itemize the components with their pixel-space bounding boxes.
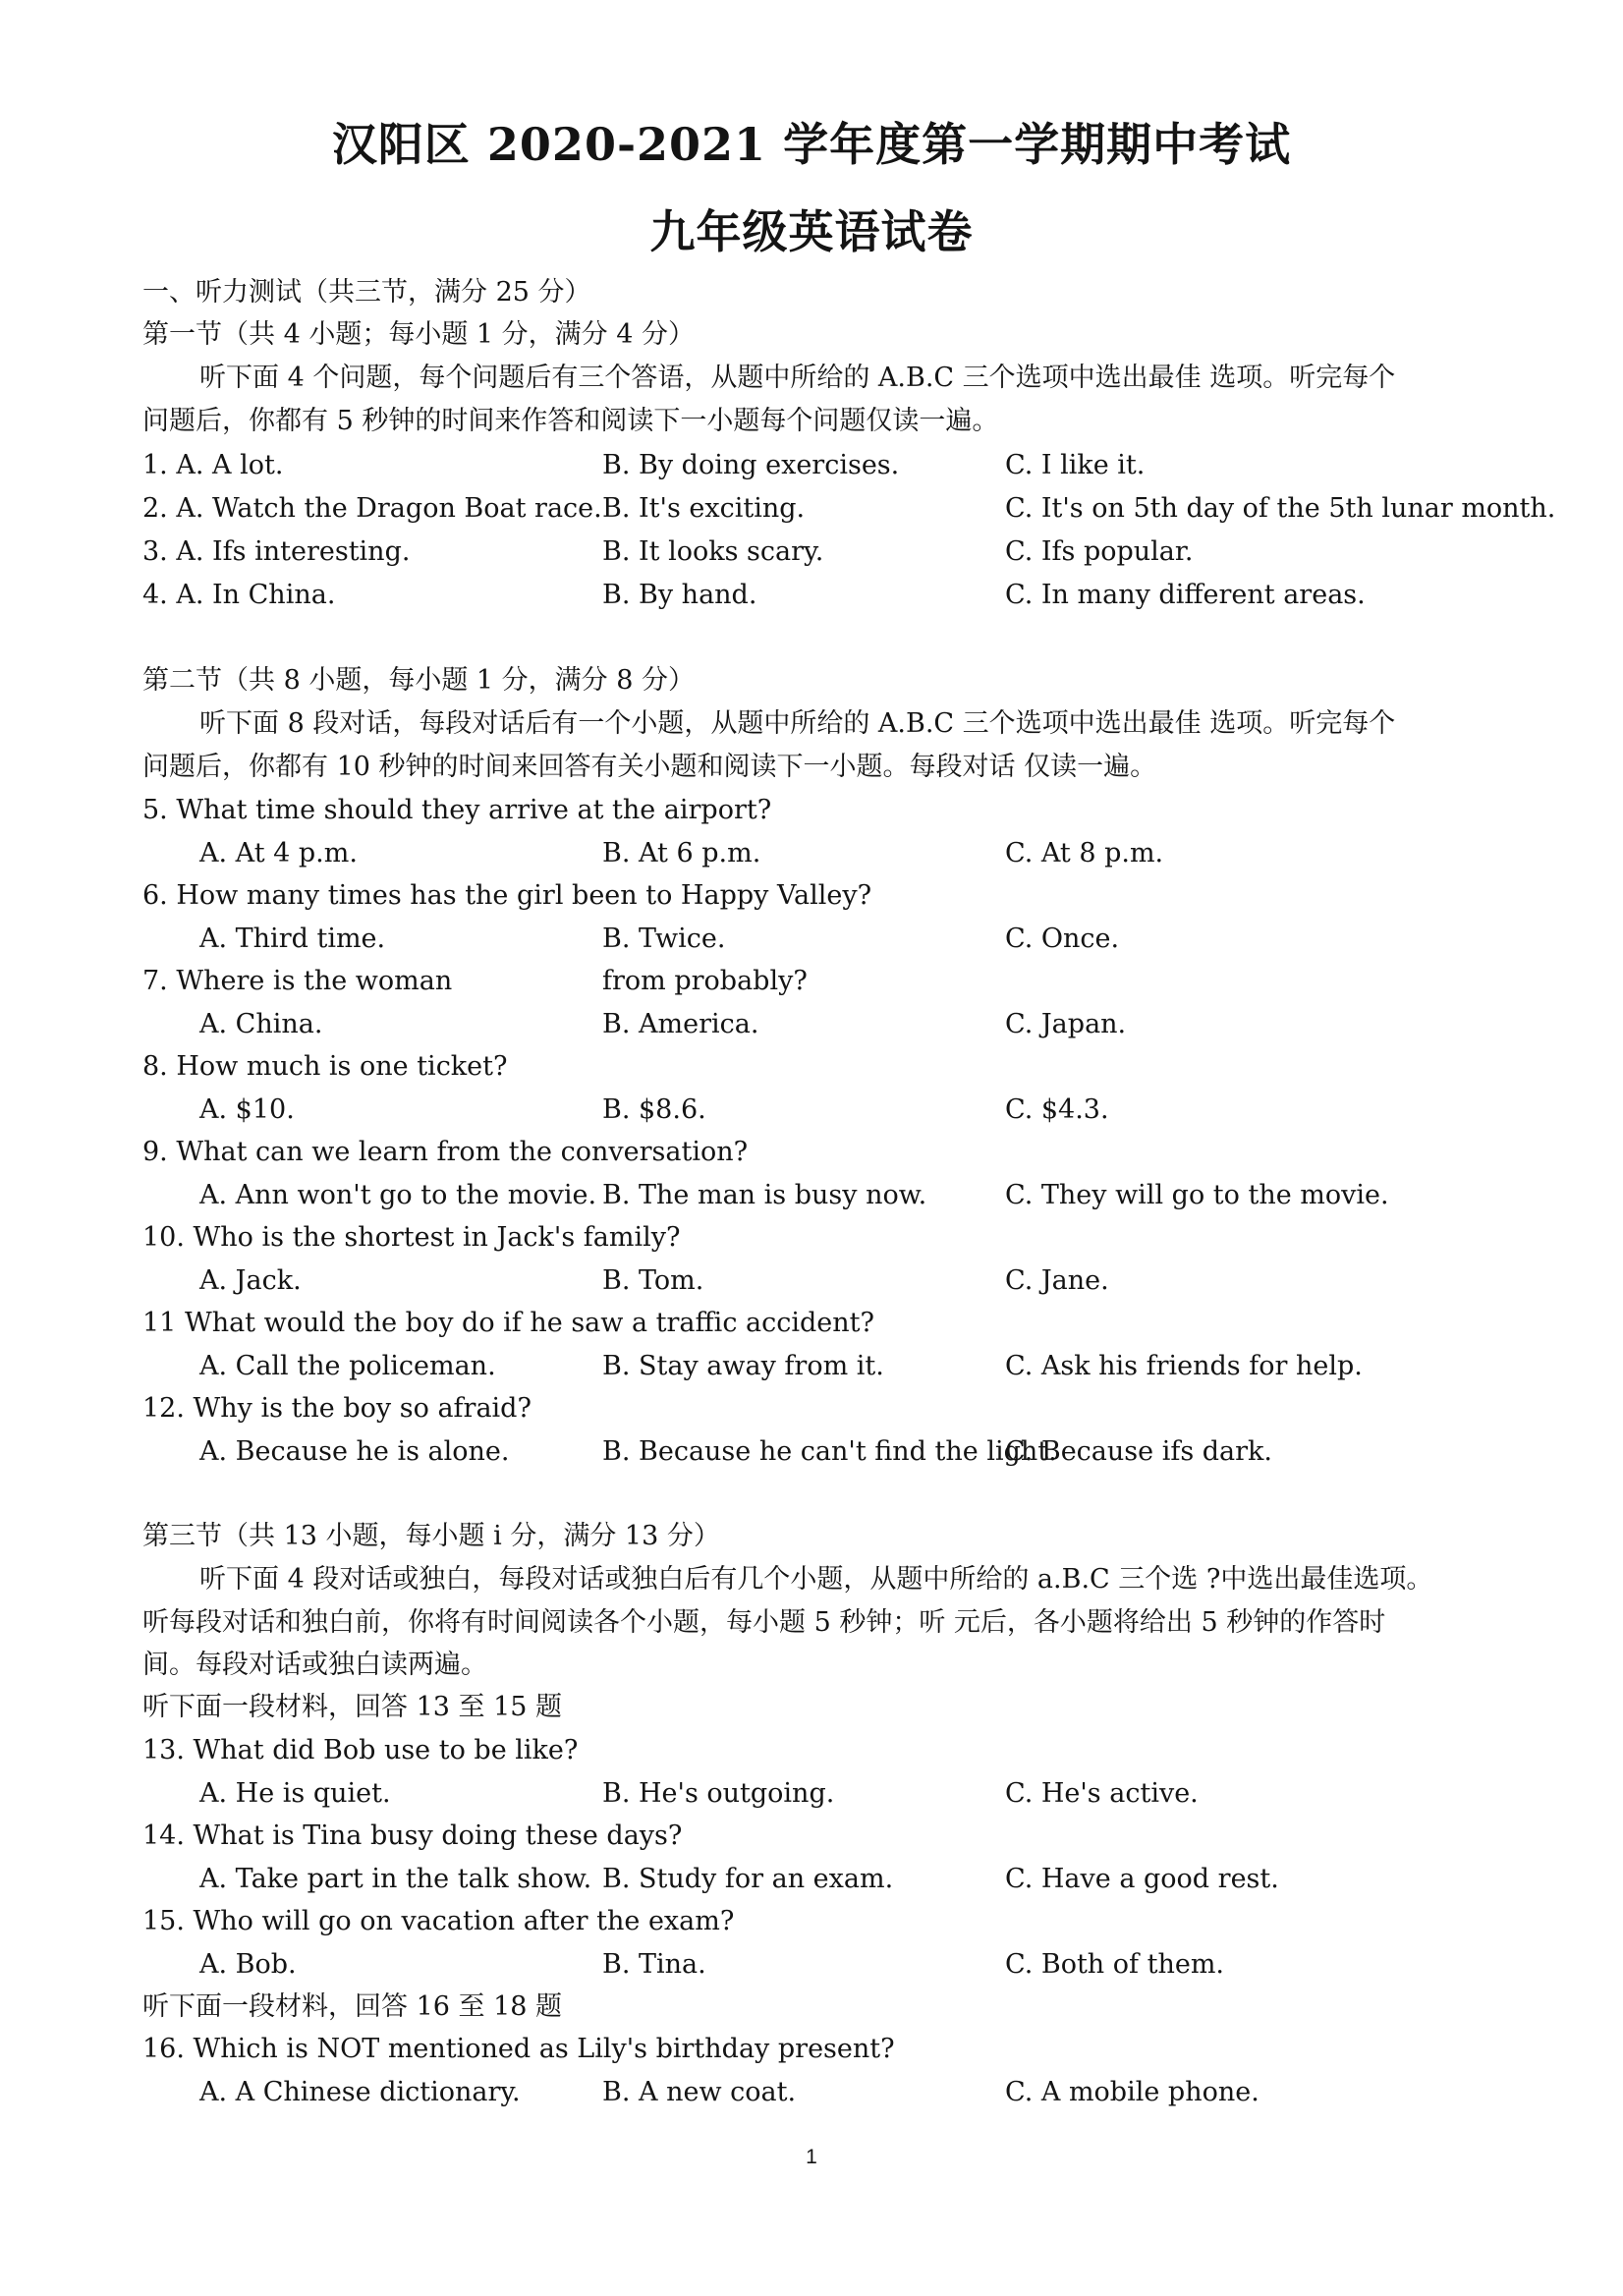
- question-14-options: [0, 1863, 1623, 1896]
- q2-option-c: C. It's on 5th day of the 5th lunar month.: [1005, 493, 1556, 524]
- q14-option-a: A. Take part in the talk show.: [199, 1864, 592, 1894]
- question-3-options: [0, 535, 1623, 569]
- q3-option-c: C. Ifs popular.: [1005, 536, 1194, 567]
- q15-option-a: A. Bob.: [199, 1949, 297, 1980]
- question-16-stem: 16. Which is NOT mentioned as Lily's birthday present?: [142, 2034, 895, 2064]
- q8-option-b: B. $8.6.: [602, 1094, 706, 1125]
- question-15-stem: 15. Who will go on vacation after the exam?: [142, 1906, 735, 1936]
- q5-option-b: B. At 6 p.m.: [602, 838, 761, 868]
- exam-subtitle: 九年级英语试卷: [649, 205, 974, 258]
- question-2-options: [0, 492, 1623, 526]
- q2-option-b: B. It's exciting.: [602, 493, 806, 524]
- q5-option-c: C. At 8 p.m.: [1005, 838, 1164, 868]
- question-11-options: [0, 1350, 1623, 1383]
- q13-option-a: A. He is quiet.: [199, 1778, 391, 1809]
- section2-instruction-line2: 问题后，你都有 10 秒钟的时间来回答有关小题和阅读下一小题。每段对话 仅读一遍。: [142, 752, 1157, 782]
- question-8-stem: 8. How much is one ticket?: [142, 1051, 508, 1082]
- q1-option-c: C. I like it.: [1005, 450, 1146, 480]
- q11-option-a: A. Call the policeman.: [199, 1351, 496, 1381]
- question-10-options: [0, 1264, 1623, 1298]
- question-4-options: [0, 579, 1623, 612]
- q7-option-c: C. Japan.: [1005, 1009, 1127, 1039]
- q5-option-a: A. At 4 p.m.: [199, 838, 358, 868]
- question-7-options: [0, 1008, 1623, 1041]
- q7-stem-part1: 7. Where is the woman: [142, 966, 453, 996]
- section3-header: 第三节（共 13 小题，每小题 i 分，满分 13 分）: [142, 1521, 720, 1551]
- question-8-options: [0, 1093, 1623, 1127]
- material-group-2-label: 听下面一段材料，回答 16 至 18 题: [142, 1991, 563, 2022]
- q12-option-b: B. Because he can't find the light.: [602, 1436, 1057, 1467]
- q12-option-c: C. Because ifs dark.: [1005, 1436, 1273, 1467]
- q3-option-a: 3. A. Ifs interesting.: [142, 536, 411, 567]
- page-number: 1: [806, 2146, 817, 2168]
- q8-option-c: C. $4.3.: [1005, 1094, 1109, 1125]
- q9-option-c: C. They will go to the movie.: [1005, 1180, 1389, 1210]
- q13-option-b: B. He's outgoing.: [602, 1778, 835, 1809]
- section2-instruction-line1: 听下面 8 段对话，每段对话后有一个小题，从题中所给的 A.B.C 三个选项中选出最佳 选项。听完每个: [199, 708, 1396, 739]
- q4-option-c: C. In many different areas.: [1005, 580, 1366, 610]
- section3-instruction-line1: 听下面 4 段对话或独白，每段对话或独白后有几个小题，从题中所给的 a.B.C 三个选 ?中选出最佳选项。: [199, 1564, 1433, 1595]
- question-6-stem: 6. How many times has the girl been to Happy Valley?: [142, 880, 872, 911]
- q15-option-b: B. Tina.: [602, 1949, 706, 1980]
- question-9-stem: 9. What can we learn from the conversation?: [142, 1137, 749, 1167]
- q3-option-b: B. It looks scary.: [602, 536, 824, 567]
- section1-instruction-line2: 问题后，你都有 5 秒钟的时间来作答和阅读下一小题每个问题仅读一遍。: [142, 406, 999, 436]
- question-1-options: [0, 449, 1623, 482]
- q6-option-c: C. Once.: [1005, 924, 1120, 954]
- question-5-options: [0, 837, 1623, 870]
- question-13-options: [0, 1777, 1623, 1811]
- q2-option-a: 2. A. Watch the Dragon Boat race.: [142, 493, 602, 524]
- q14-option-b: B. Study for an exam.: [602, 1864, 894, 1894]
- q6-option-a: A. Third time.: [199, 924, 386, 954]
- q4-option-b: B. By hand.: [602, 580, 757, 610]
- question-13-stem: 13. What did Bob use to be like?: [142, 1735, 579, 1765]
- question-11-stem: 11 What would the boy do if he saw a traffic accident?: [142, 1308, 874, 1338]
- question-10-stem: 10. Who is the shortest in Jack's family?: [142, 1222, 681, 1253]
- q16-option-b: B. A new coat.: [602, 2077, 797, 2107]
- q7-stem-part2: from probably?: [602, 966, 808, 996]
- q1-option-b: B. By doing exercises.: [602, 450, 900, 480]
- q13-option-c: C. He's active.: [1005, 1778, 1199, 1809]
- q7-option-a: A. China.: [199, 1009, 323, 1039]
- question-7-stem: [0, 965, 1623, 998]
- q10-option-b: B. Tom.: [602, 1265, 704, 1296]
- section3-instruction-line2: 听每段对话和独白前，你将有时间阅读各个小题，每小题 5 秒钟；听 元后，各小题将给出 5 秒钟的作答时: [142, 1607, 1386, 1638]
- exam-title: 汉阳区 2020-2021 学年度第一学期期中考试: [331, 118, 1292, 171]
- question-16-options: [0, 2076, 1623, 2109]
- question-14-stem: 14. What is Tina busy doing these days?: [142, 1820, 683, 1851]
- q1-option-a: 1. A. A lot.: [142, 450, 284, 480]
- q9-option-a: A. Ann won't go to the movie.: [199, 1180, 597, 1210]
- q11-option-b: B. Stay away from it.: [602, 1351, 884, 1381]
- q11-option-c: C. Ask his friends for help.: [1005, 1351, 1363, 1381]
- q10-option-c: C. Jane.: [1005, 1265, 1109, 1296]
- part-heading-listening: 一、听力测试（共三节，满分 25 分）: [142, 277, 591, 308]
- question-6-options: [0, 923, 1623, 956]
- q15-option-c: C. Both of them.: [1005, 1949, 1225, 1980]
- section2-header: 第二节（共 8 小题，每小题 1 分，满分 8 分）: [142, 665, 696, 696]
- question-12-options: [0, 1435, 1623, 1469]
- q10-option-a: A. Jack.: [199, 1265, 302, 1296]
- question-9-options: [0, 1179, 1623, 1212]
- q12-option-a: A. Because he is alone.: [199, 1436, 510, 1467]
- question-15-options: [0, 1948, 1623, 1982]
- q4-option-a: 4. A. In China.: [142, 580, 336, 610]
- q8-option-a: A. $10.: [199, 1094, 295, 1125]
- section1-header: 第一节（共 4 小题；每小题 1 分，满分 4 分）: [142, 319, 696, 350]
- section1-instruction-line1: 听下面 4 个问题，每个问题后有三个答语，从题中所给的 A.B.C 三个选项中选出最佳 选项。听完每个: [199, 363, 1396, 393]
- material-group-1-label: 听下面一段材料，回答 13 至 15 题: [142, 1692, 563, 1722]
- q16-option-a: A. A Chinese dictionary.: [199, 2077, 521, 2107]
- q14-option-c: C. Have a good rest.: [1005, 1864, 1279, 1894]
- q16-option-c: C. A mobile phone.: [1005, 2077, 1259, 2107]
- question-5-stem: 5. What time should they arrive at the airport?: [142, 795, 772, 825]
- q9-option-b: B. The man is busy now.: [602, 1180, 927, 1210]
- q6-option-b: B. Twice.: [602, 924, 726, 954]
- section3-instruction-line3: 间。每段对话或独白读两遍。: [142, 1650, 487, 1680]
- q7-option-b: B. America.: [602, 1009, 759, 1039]
- question-12-stem: 12. Why is the boy so afraid?: [142, 1393, 532, 1424]
